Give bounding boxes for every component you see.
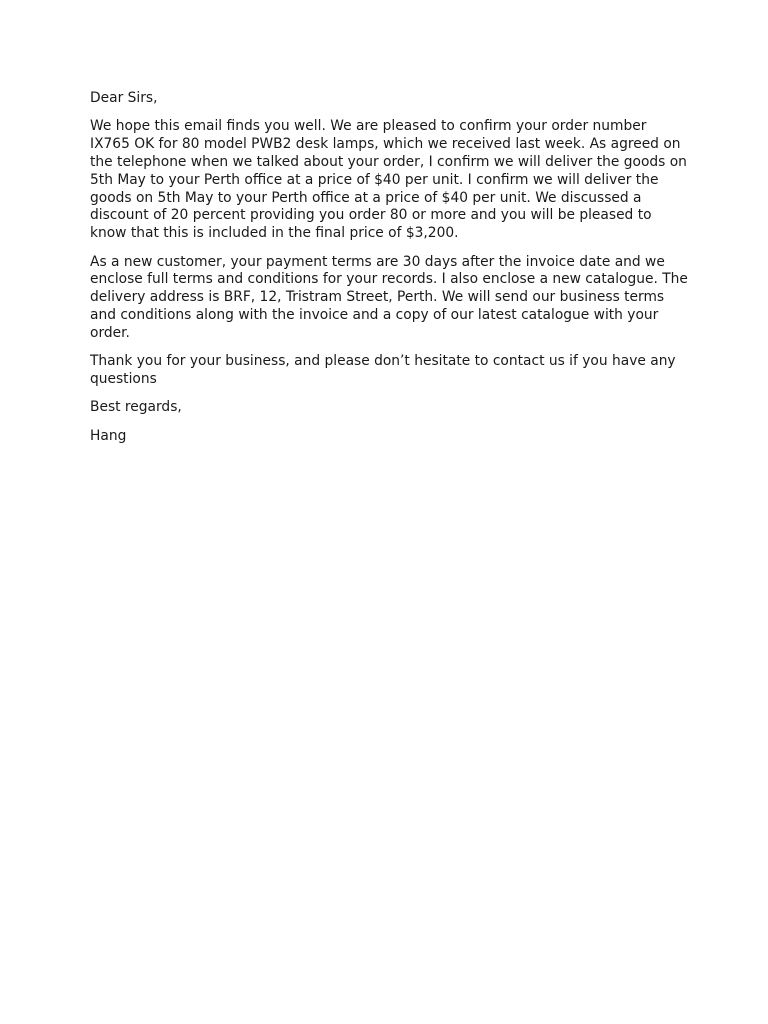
signature: Hang (90, 427, 127, 444)
paragraph-thanks: Thank you for your business, and please don’t hesitate to contact us if you have any questions (90, 353, 676, 387)
salutation: Dear Sirs, (90, 90, 158, 106)
letter-body (90, 90, 690, 456)
paragraph-payment-terms: As a new customer, your payment terms are 30 days after the invoice date and we enclose full terms and conditions for your records. I also enclose a new catalogue. The delivery address is BRF, 12, Tristram Street, Perth. We will send our business terms and conditions along with the invoice and a copy of our latest catalogue with your order. (90, 253, 688, 341)
paragraph-order-confirmation: We hope this email finds you well. We are pleased to confirm your order number IX765 OK for 80 model PWB2 desk lamps, which we received last week. As agreed on the telephone when we talked about your order, I confirm we will deliver the goods on 5th May to your Perth office at a price of $40 per unit. I confirm we will deliver the goods on 5th May to your Perth office at a price of $40 per unit. We discussed a discount of 20 percent providing you order 80 or more and you will be pleased to know that this is included in the final price of $3,200. (90, 118, 687, 242)
closing: Best regards, (90, 399, 182, 416)
